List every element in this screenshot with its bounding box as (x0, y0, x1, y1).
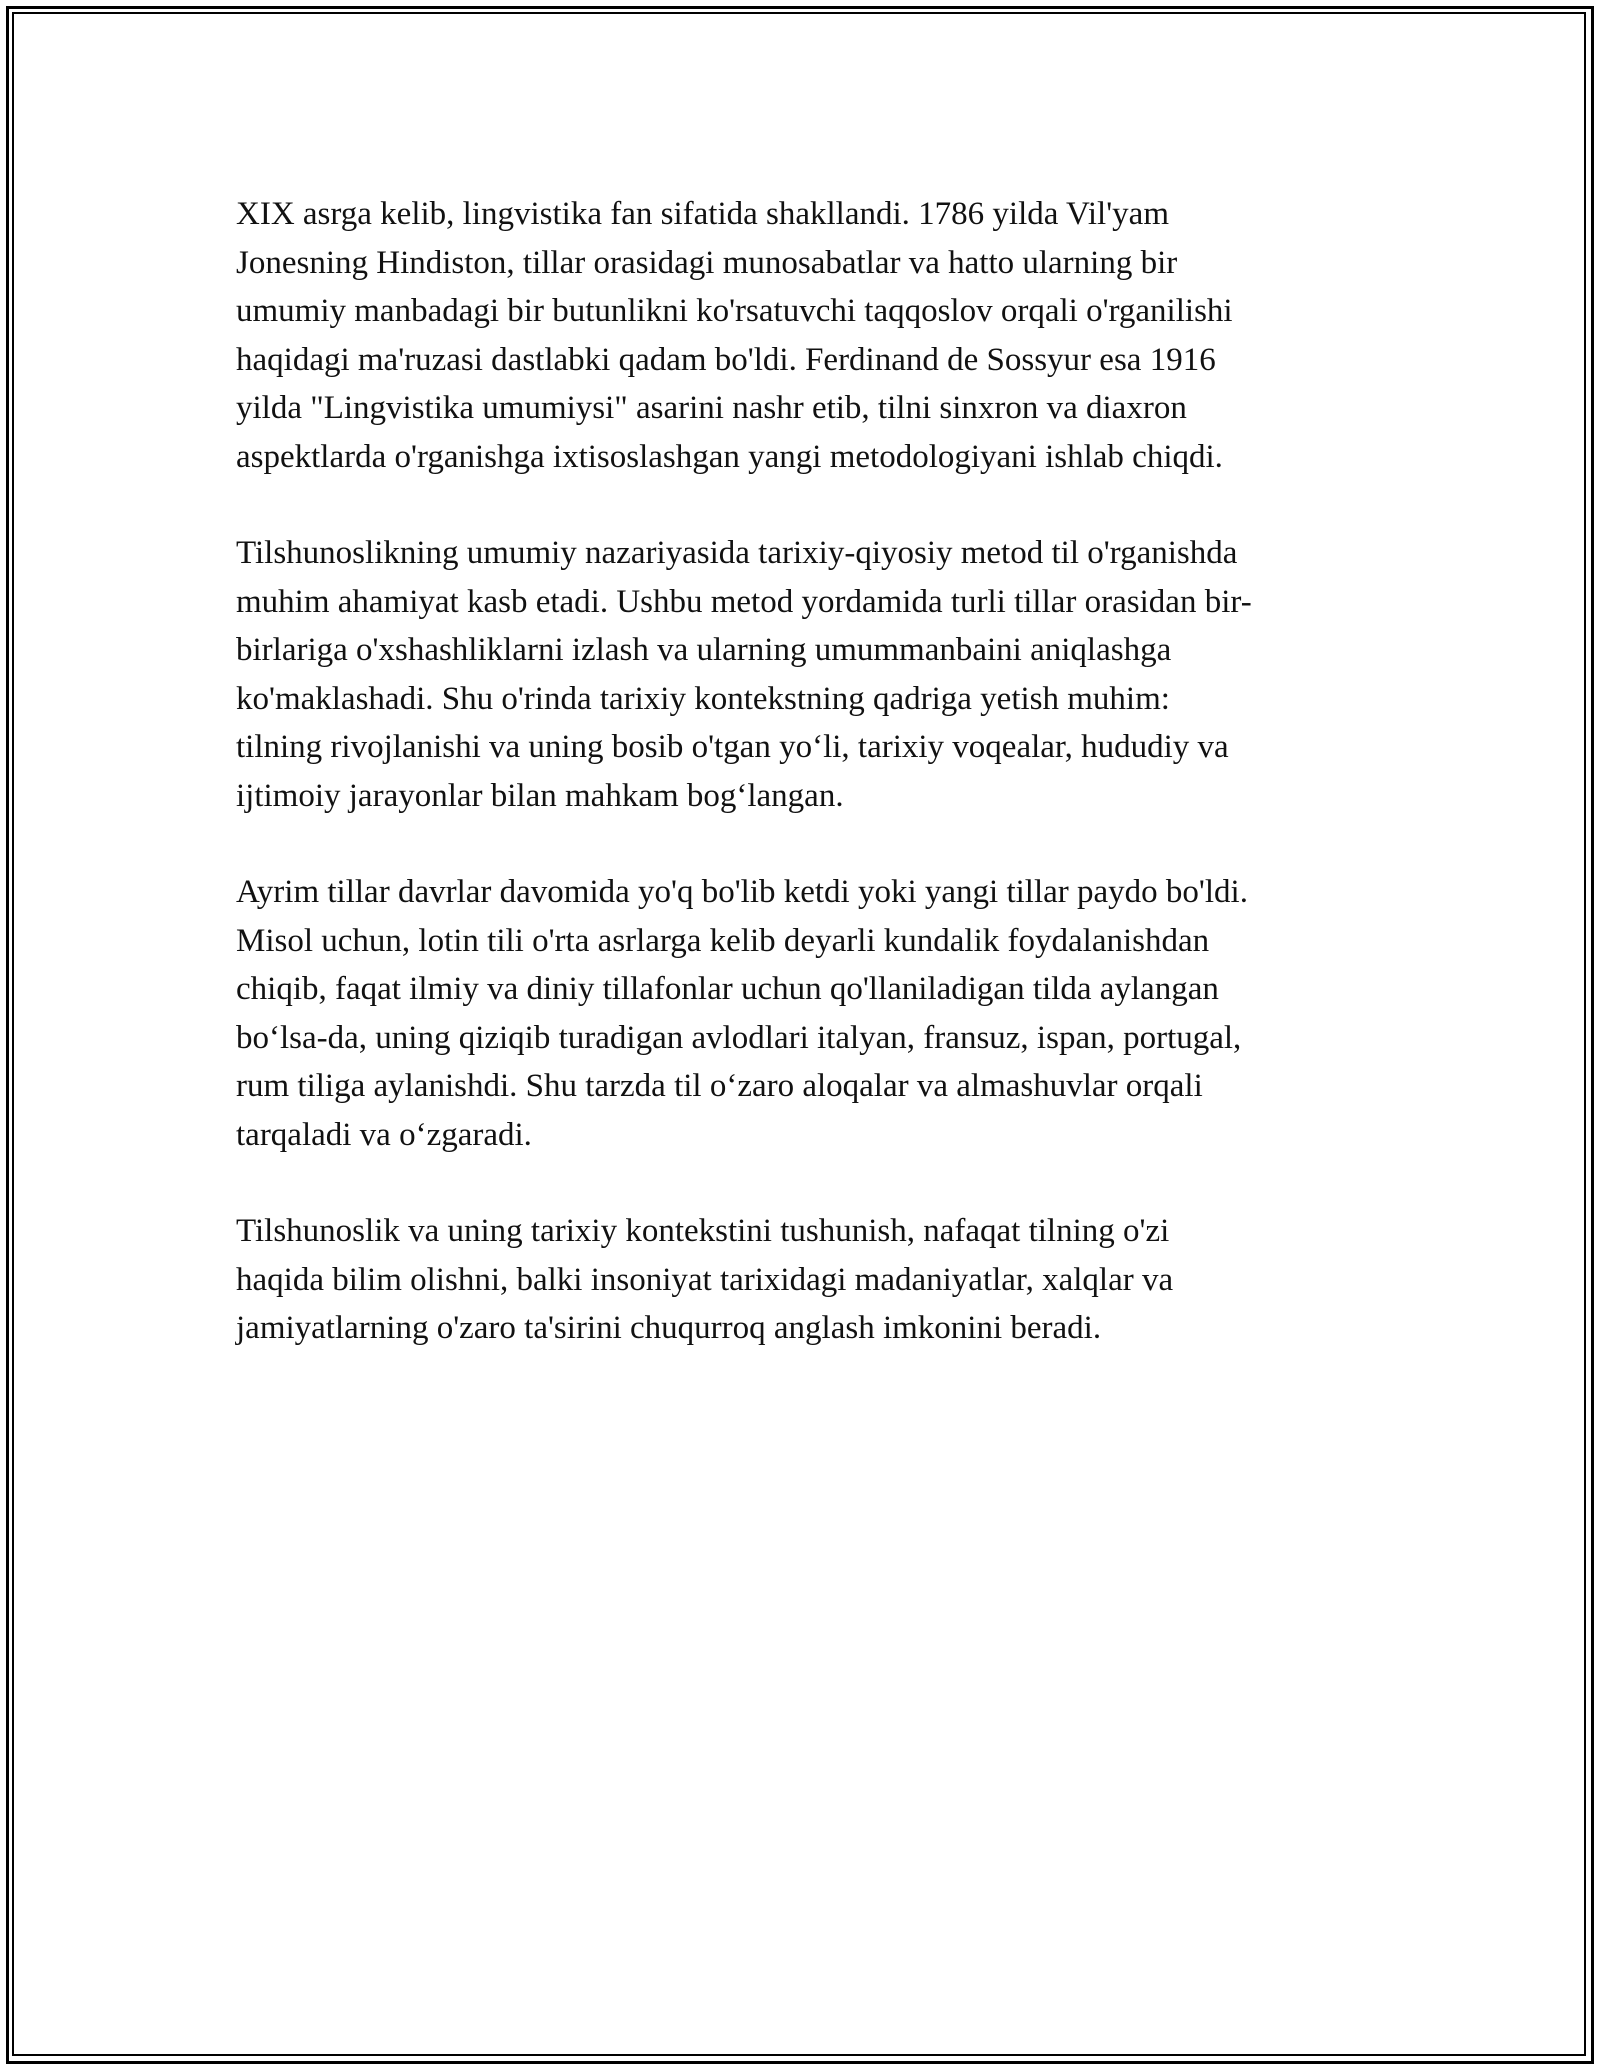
line: Misol uchun, lotin tili o'rta asrlarga kelib deyarli kundalik foydalanishdan (236, 922, 1210, 959)
line: birlariga o'xshashliklarni izlash va ularning umummanbaini aniqlashga (236, 632, 1172, 668)
line: haqidagi ma'ruzasi dastlabki qadam bo'ldi. Ferdinand de Sossyur esa 1916 (236, 341, 1216, 378)
document-body (236, 190, 1366, 1401)
line: tilning rivojlanishi va uning bosib o'tgan yo‘li, tarixiy voqealar, hududiy va (236, 729, 1229, 765)
line: Tilshunoslikning umumiy nazariyasida tarixiy-qiyosiy metod til o'rganishda (236, 535, 1238, 571)
line: Tilshunoslik va uning tarixiy kontekstini tushunish, nafaqat tilning o'zi (236, 1213, 1170, 1249)
paragraph-2 (236, 529, 1366, 820)
line: rum tiliga aylanishdi. Shu tarzda til o‘zaro aloqalar va almashuvlar orqali (236, 1068, 1203, 1104)
line: muhim ahamiyat kasb etadi. Ushbu metod yordamida turli tillar orasidan bir- (236, 583, 1252, 620)
line: umumiy manbadagi bir butunlikni ko'rsatuvchi taqqoslov orqali o'rganilishi (236, 293, 1233, 329)
line: ijtimoiy jarayonlar bilan mahkam bog‘langan. (236, 777, 844, 814)
line: haqida bilim olishni, balki insoniyat tarixidagi madaniyatlar, xalqlar va (236, 1261, 1174, 1298)
line: aspektlarda o'rganishga ixtisoslashgan yangi metodologiyani ishlab chiqdi. (236, 438, 1223, 475)
line: ko'maklashadi. Shu o'rinda tarixiy kontekstning qadriga yetish muhim: (236, 680, 1170, 717)
paragraph-1 (236, 190, 1366, 481)
paragraph-3 (236, 868, 1366, 1159)
line: jamiyatlarning o'zaro ta'sirini chuqurroq anglash imkonini beradi. (236, 1310, 1102, 1346)
line: XIX asrga kelib, lingvistika fan sifatida shakllandi. 1786 yilda Vil'yam (236, 196, 1169, 232)
line: Ayrim tillar davrlar davomida yo'q bo'lib ketdi yoki yangi tillar paydo bo'ldi. (236, 874, 1248, 910)
paragraph-4 (236, 1207, 1366, 1353)
line: yilda "Lingvistika umumiysi" asarini nashr etib, tilni sinxron va diaxron (236, 390, 1187, 426)
line: chiqib, faqat ilmiy va diniy tillafonlar uchun qo'llaniladigan tilda aylangan (236, 971, 1219, 1007)
line: Jonesning Hindiston, tillar orasidagi munosabatlar va hatto ularning bir (236, 244, 1178, 281)
line: bo‘lsa-da, uning qiziqib turadigan avlodlari italyan, fransuz, ispan, portugal, (236, 1019, 1242, 1056)
line: tarqaladi va o‘zgaradi. (236, 1116, 532, 1153)
